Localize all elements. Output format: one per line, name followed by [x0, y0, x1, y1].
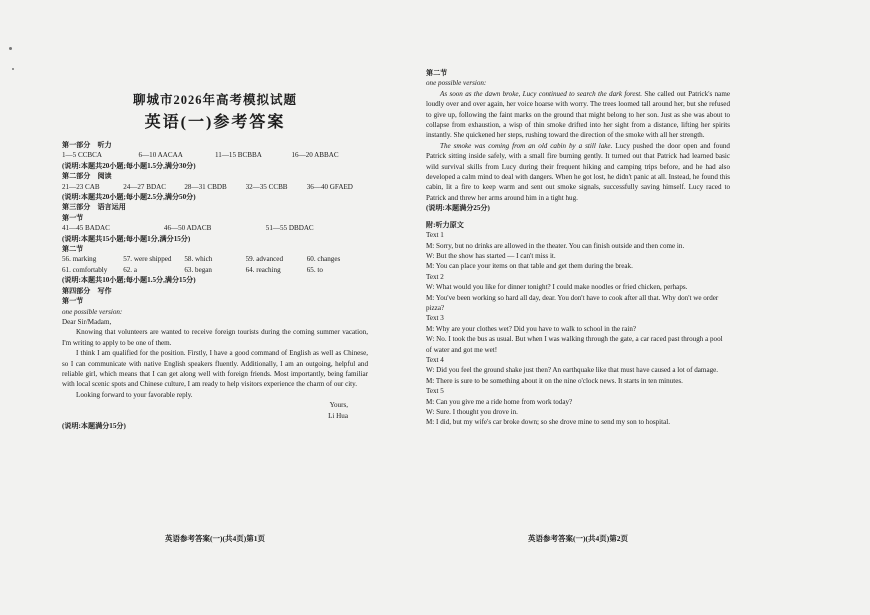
transcript-line: W: What would you like for dinner tonight? I could make noodles or fried chicken, perhaps.: [426, 283, 688, 292]
answer-group: 6—10 AACAA: [138, 151, 183, 160]
paragraph-body: Lucy pushed the door open and found Patrick sitting inside safely, with a small fire burning gently. It turned out that Patrick had learned basic wild survival skills from Lucy during their frequent hiking and camping trips before, and he had also developed a calm mind to deal with dangers. When he got lost, he didn't panic at all. Instead, he found this cabin, lit a fire to keep warm and sent out smoke signals, successfully saving himself. Lucy raced to Patrick and threw her arms around him in a tight hug.: [426, 141, 730, 202]
transcript-line: M: You've been working so hard all day, dear. You don't have to cook after all that. Why don't we order pizza?: [426, 293, 719, 312]
letter-paragraph: Looking forward to your favorable reply.: [76, 390, 193, 399]
answer-group: 1—5 CCBCA: [62, 151, 103, 160]
transcript-line: W: No. I took the bus as usual. But when I was walking through the gate, a car raced past through a pool of water and got me wet!: [426, 335, 723, 354]
answer-item: 58. which: [184, 255, 213, 264]
exam-title: 聊城市2026年高考模拟试题: [132, 93, 297, 107]
scoring-note: (说明:本题共15小题;每小题1分,满分15分): [62, 234, 191, 243]
part3-sec2-answers-row2: [62, 265, 368, 275]
answer-group: 46—50 ADACB: [163, 224, 212, 233]
part1-answers: [62, 150, 368, 160]
transcript-line: M: Why are your clothes wet? Did you have to walk to school in the rain?: [426, 324, 637, 333]
section-heading: 第一节: [62, 213, 84, 222]
scoring-note: (说明:本题共20小题;每小题1.5分,满分30分): [62, 161, 196, 170]
scan-speck: [12, 68, 14, 70]
letter-paragraph: I think I am qualified for the position. Firstly, I have a good command of English as well as Chinese, so I can communicate with native English speakers fluently. Additionally, I am an outgoing, helpful and reliable girl, which means that I can get along well with foreign friends. Most importantly, being familiar with local scenic spots and Chinese culture, I am ready to help visitors experience the charm of our city.: [62, 349, 368, 389]
answer-item: 59. advanced: [245, 255, 283, 264]
answer-group: 11—15 BCBBA: [215, 151, 262, 160]
answer-item: 62. a: [123, 265, 137, 274]
part4-heading: 第四部分 写作: [62, 286, 112, 295]
scoring-note: (说明:本题共10小题;每小题1.5分,满分15分): [62, 276, 196, 285]
version-label: one possible version:: [62, 307, 123, 316]
scoring-note: (说明:本题共20小题;每小题2.5分,满分50分): [62, 193, 196, 202]
scoring-note: (说明:本题满分15分): [62, 421, 126, 430]
answer-page-2: [426, 68, 730, 548]
answer-item: 63. began: [184, 265, 212, 274]
transcript-line: M: Sorry, but no drinks are allowed in the theater. You can finish outside and then come in.: [426, 241, 685, 250]
transcript-line: Text 3: [426, 314, 444, 323]
answer-item: 64. reaching: [245, 265, 281, 274]
story-paragraph: [426, 141, 730, 203]
part3-sec1-answers: [62, 223, 368, 233]
version-label: one possible version:: [426, 79, 487, 88]
answer-group: 28—31 CBDB: [184, 182, 227, 191]
answer-item: 56. marking: [62, 255, 97, 264]
section-heading: 第一节: [62, 297, 84, 306]
transcript-line: M: I did, but my wife's car broke down; so she drove mine to send my son to hospital.: [426, 418, 671, 427]
answer-page-1: [62, 68, 368, 548]
part1-heading: 第一部分 听力: [62, 141, 112, 149]
scan-speck: [9, 47, 12, 50]
letter-closing: Yours,: [329, 401, 348, 410]
answer-group: 21—23 CAB: [62, 182, 100, 191]
transcript-line: Text 5: [426, 387, 444, 396]
answer-item: 65. to: [306, 265, 323, 274]
paragraph-body: She called out Patrick's name loudly over and over again, her voice hoarse with worry. The trees loomed tall around her, but she refused to give up, following the faint marks on the ground that might belong to her son. Just as she was about to collapse from exhaustion, a wisp of thin smoke drifted into her sight from a distance, lifting her spirits instantly. She quickened her steps, rushing toward the direction of the smoke with all her strength.: [426, 89, 730, 140]
page-footer: 英语参考答案(一)(共4页)第1页: [165, 534, 265, 543]
letter-paragraph: Knowing that volunteers are wanted to receive foreign tourists during the coming summer vacation, I'm writing to apply to be one of them.: [62, 328, 368, 347]
transcript-line: M: You can place your items on that table and get them during the break.: [426, 262, 633, 271]
section-heading: 第二节: [62, 245, 84, 254]
answer-group: 24—27 BDAC: [123, 182, 166, 191]
transcript-line: M: Can you give me a ride home from work today?: [426, 397, 573, 406]
letter-signature: Li Hua: [328, 411, 348, 420]
answer-group: 51—55 DBDAC: [265, 224, 314, 233]
appendix-heading: 附:听力原文: [426, 220, 464, 229]
answer-item: 60. changes: [306, 255, 341, 264]
answer-item: 61. comfortably: [62, 265, 108, 274]
transcript-line: W: But the show has started — I can't miss it.: [426, 251, 556, 260]
section-heading: 第二节: [426, 69, 448, 77]
transcript-line: Text 2: [426, 272, 444, 281]
transcript-line: M: There is sure to be something about it on the nine o'clock news. It starts in ten minutes.: [426, 376, 683, 385]
answer-group: 36—40 GFAED: [306, 182, 353, 191]
scoring-note: (说明:本题满分25分): [426, 204, 490, 213]
part2-answers: [62, 182, 368, 192]
part3-sec2-answers-row1: [62, 254, 368, 264]
letter-salutation: Dear Sir/Madam,: [62, 317, 112, 326]
answer-item: 57. were shipped: [123, 255, 172, 264]
transcript-line: Text 1: [426, 231, 444, 240]
paragraph-lead: The smoke was coming from an old cabin by a still lake.: [440, 141, 613, 150]
answer-group: 32—35 CCBB: [245, 182, 288, 191]
transcript-line: Text 4: [426, 355, 444, 364]
transcript-line: W: Sure. I thought you drove in.: [426, 408, 518, 416]
part3-heading: 第三部分 语言运用: [62, 203, 126, 212]
answer-key-title: 英语(一)参考答案: [144, 114, 286, 131]
answer-group: 16—20 ABBAC: [291, 151, 339, 160]
page-footer: 英语参考答案(一)(共4页)第2页: [528, 534, 628, 543]
answer-group: 41—45 BADAC: [62, 224, 110, 233]
part2-heading: 第二部分 阅读: [62, 172, 112, 181]
transcript-line: W: Did you feel the ground shake just then? An earthquake like that must have caused a lot of damage.: [426, 366, 719, 375]
story-paragraph: [426, 89, 730, 141]
paragraph-lead: As soon as the dawn broke, Lucy continued to search the dark forest.: [440, 89, 643, 98]
